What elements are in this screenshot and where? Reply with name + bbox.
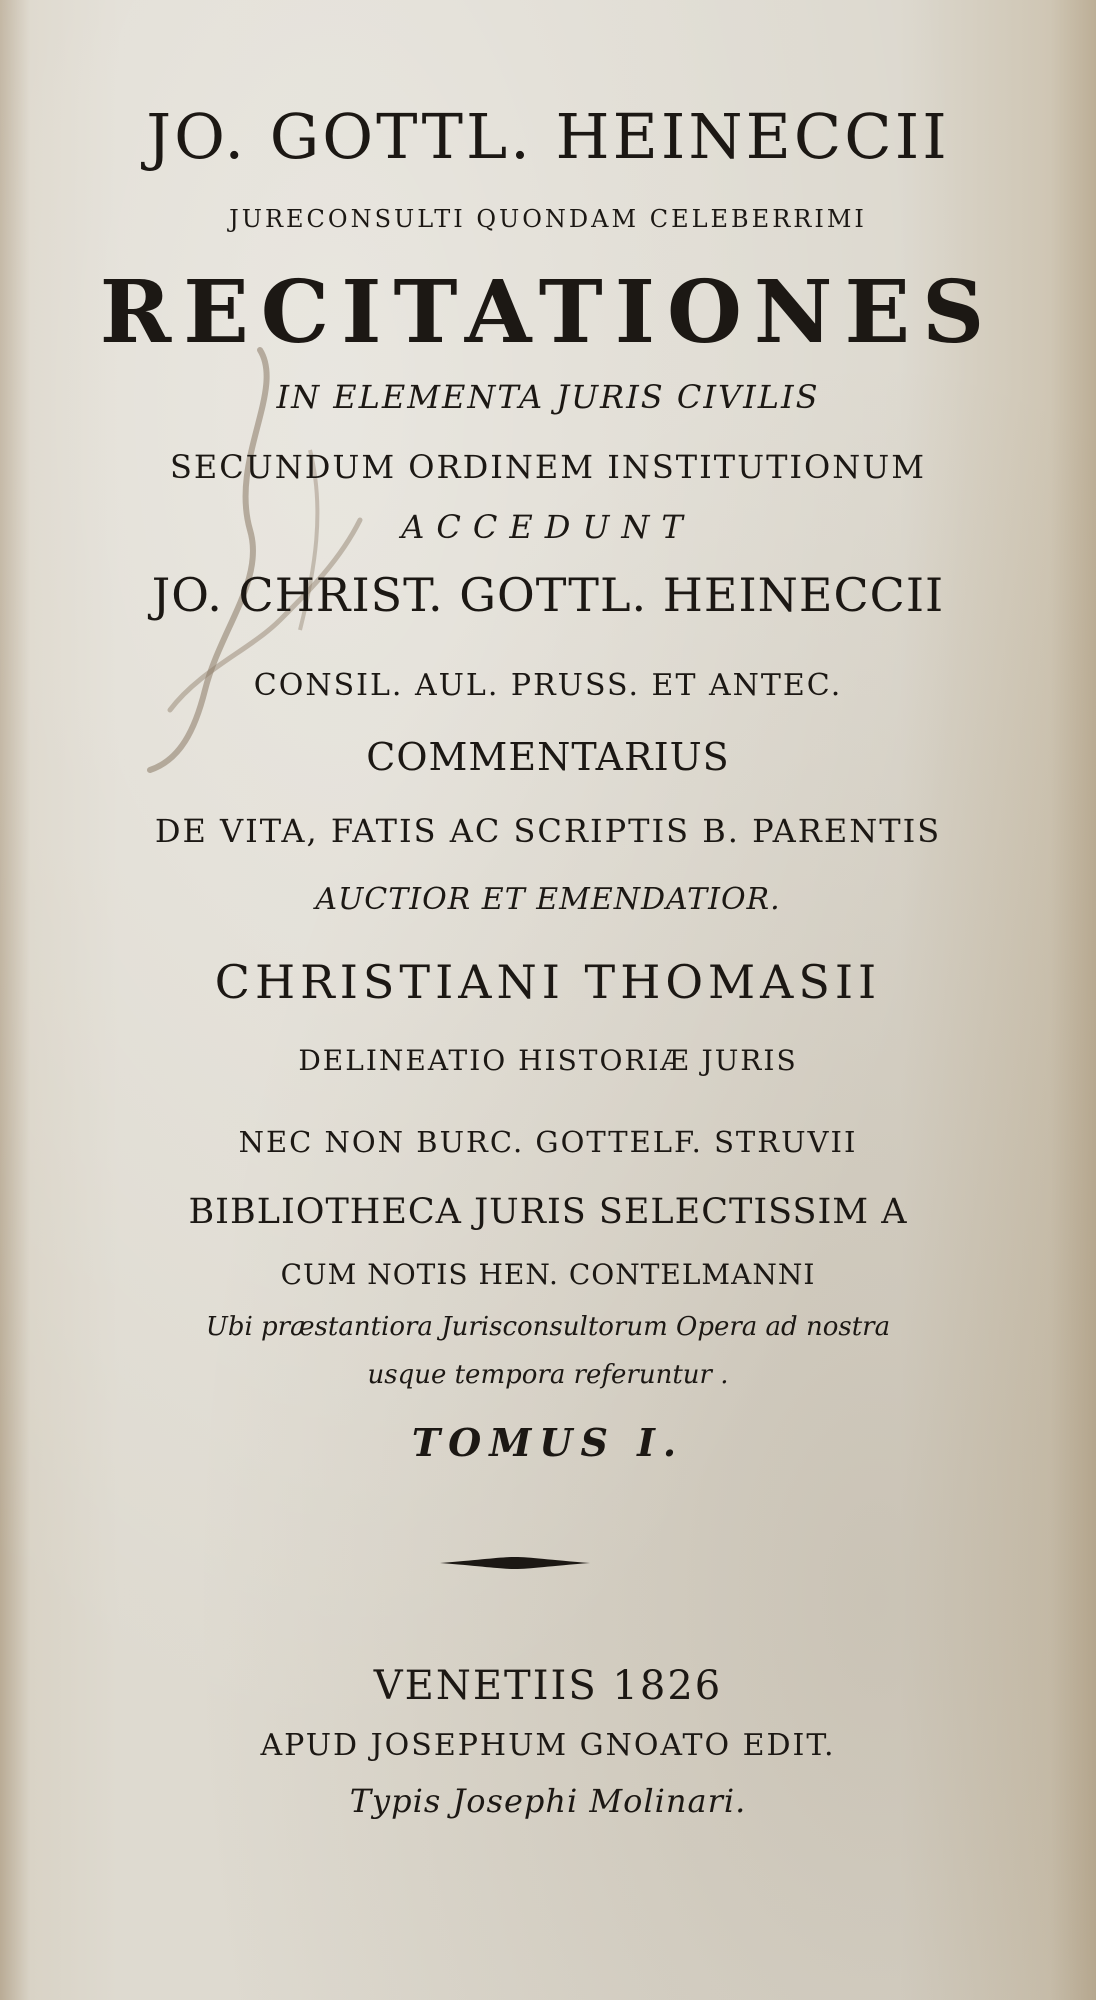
- description-line-1: Ubi præstantiora Jurisconsultorum Opera ad nostra: [205, 1312, 891, 1342]
- fourth-author: NEC NON BURC. GOTTELF. STRUVII: [238, 1125, 858, 1159]
- commentarius-subject: DE VITA, FATIS AC SCRIPTIS B. PARENTIS: [154, 812, 942, 850]
- second-author-title: CONSIL. AUL. PRUSS. ET ANTEC.: [253, 668, 843, 703]
- third-work: DELINEATIO HISTORIÆ JURIS: [298, 1044, 798, 1077]
- description-line-2: usque tempora referuntur .: [367, 1360, 729, 1390]
- notes-by: CUM NOTIS HEN. CONTELMANNI: [280, 1258, 816, 1291]
- author-epithet: JURECONSULTI QUONDAM CELEBERRIMI: [229, 205, 867, 233]
- imprint-place-year: VENETIIS 1826: [373, 1663, 723, 1709]
- accedunt-line: ACCEDUNT: [401, 508, 695, 546]
- subtitle-2: SECUNDUM ORDINEM INSTITUTIONUM: [169, 448, 927, 486]
- fourth-work: BIBLIOTHECA JURIS SELECTISSIM A: [188, 1192, 908, 1232]
- commentarius-heading: COMMENTARIUS: [366, 735, 730, 779]
- second-author: JO. CHRIST. GOTTL. HEINECCII: [151, 568, 945, 622]
- imprint-printer: Typis Josephi Molinari.: [349, 1782, 747, 1820]
- volume-label: TOMUS I.: [411, 1420, 685, 1465]
- main-title: RECITATIONES: [99, 262, 997, 363]
- author-line: JO. GOTTL. HEINECCII: [146, 100, 950, 173]
- subtitle-1: IN ELEMENTA JURIS CIVILIS: [276, 378, 820, 416]
- imprint-publisher: APUD JOSEPHUM GNOATO EDIT.: [260, 1728, 836, 1763]
- ornamental-rule: [440, 1556, 590, 1570]
- third-author: CHRISTIANI THOMASII: [214, 955, 882, 1009]
- commentarius-note: AUCTIOR ET EMENDATIOR.: [315, 882, 781, 917]
